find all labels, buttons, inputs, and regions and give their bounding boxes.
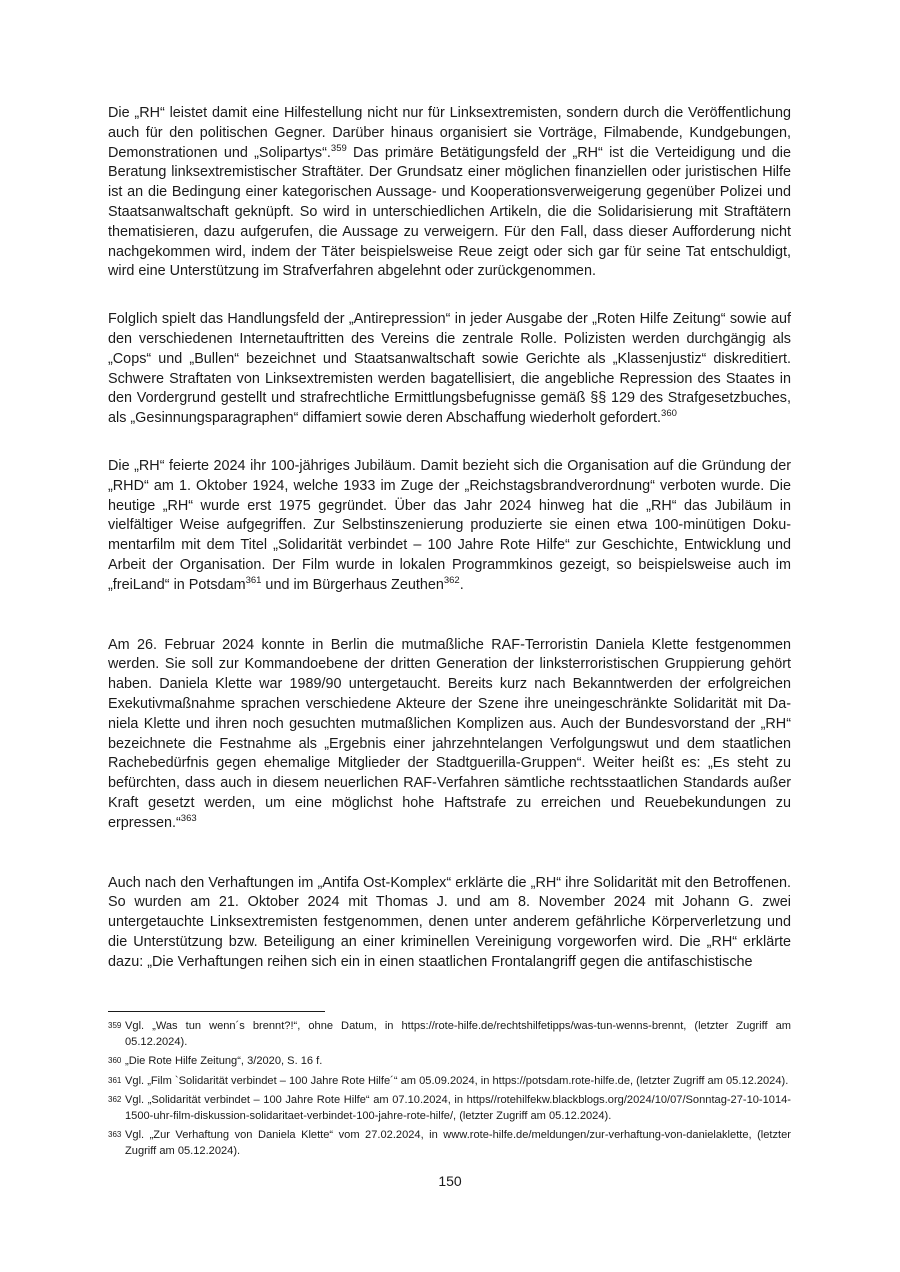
footnote-divider bbox=[108, 1011, 325, 1012]
paragraph-text: Die „RH“ feierte 2024 ihr 100-jähriges Jubiläum. Damit bezieht sich die Organisation auf die Gründung der „RHD“ am 1. Oktober 1924, welche 1933 im Zuge der „Reichstagsbrandverordnung“ verboten wurde. Die heutige „RH“ wurde erst 1975 gegründet. Über das Jahr 2024 hinweg hat die „RH“ das Jubiläum in vielfältiger Weise aufgegriffen. Zur Selbstinszenierung produzierte sie einen etwa 100-minütigen Dokumentarfilm mit dem Titel „Solidarität verbindet – 100 Jahre Rote Hilfe“ zur Geschichte, Entwicklung und Arbeit der Organisation. Der Film wurde in lokalen Programmkinos gezeigt, so beispielsweise auch im „freiLand“ in Potsdam bbox=[108, 457, 791, 593]
paragraph-text: und im Bürgerhaus Zeuthen bbox=[261, 576, 444, 593]
footnote-361 bbox=[108, 1074, 791, 1090]
paragraph-2 bbox=[108, 310, 791, 429]
page-number: 150 bbox=[438, 1173, 462, 1189]
footnote-360 bbox=[108, 1054, 791, 1070]
footnote-number: 362 bbox=[108, 1095, 122, 1104]
footnote-number: 361 bbox=[108, 1075, 122, 1085]
footnote-363 bbox=[108, 1128, 791, 1159]
paragraph-text: Die „RH“ leistet damit eine Hilfestellung nicht nur für Linksextremisten, sondern durch die Veröffentlichung auch für den politischen Gegner. Darüber hinaus organisiert sie Vorträge, Filmabende, Kundgebungen, Demonstrationen und „Solipartys“. bbox=[108, 105, 791, 161]
paragraph-text: Folglich spielt das Handlungsfeld der „Antirepression“ in jeder Ausgabe der „Roten Hilfe Zeitung“ sowie auf den verschiedenen Internetauftritten des Vereins die zentrale Rolle. Polizisten werden durchgängig als „Cops“ und „Bullen“ bezeichnet und Staatsanwaltschaft sowie Gerichte als „Klassenjustiz“ diskreditiert. Schwere Straftaten von Linksextremisten werden bagatellisiert, die angebliche Repression des Staates in den Vordergrund gestellt und strafrechtliche Ermittlungsbefugnisse gemäß §§ 129 des Strafgesetzbuches, als „Gesinnungsparagraphen“ diffamiert sowie deren Abschaffung wiederholt gefordert. bbox=[108, 311, 791, 427]
footnote-359 bbox=[108, 1019, 791, 1050]
footnote-362 bbox=[108, 1093, 791, 1124]
footnote-number: 363 bbox=[108, 1130, 122, 1139]
paragraph-4 bbox=[108, 636, 791, 834]
footnote-text: Vgl. „Zur Verhaftung von Daniela Klette“ vom 27.02.2024, in www.rote-hilfe.de/meldungen/zur-verhaftung-von-danielaklette, (letzter Zugriff am 05.12.2024). bbox=[125, 1129, 791, 1157]
footnote-number: 360 bbox=[108, 1056, 122, 1065]
page-body bbox=[108, 104, 791, 1000]
footnotes bbox=[108, 1019, 791, 1163]
footnote-text: „Die Rote Hilfe Zeitung“, 3/2020, S. 16 f. bbox=[125, 1055, 323, 1067]
footnote-reference[interactable]: 363 bbox=[180, 812, 197, 824]
paragraph-text: . bbox=[459, 576, 464, 593]
paragraph-5 bbox=[108, 874, 791, 973]
footnote-reference[interactable]: 359 bbox=[330, 142, 347, 154]
paragraph-text: Das primäre Betätigungsfeld der „RH“ ist die Verteidigung und die Beratung linksextremistischer Straftäter. Der Grundsatz einer möglichen finanziellen oder juristischen Hilfe ist an die Bedingung einer kategorischen Aussage- und Kooperationsverweigerung gegenüber Polizei und Staatsanwaltschaft geknüpft. So wird in unterschiedlichen Artikeln, die die Solidarisierung mit Straftätern thematisieren, dazu aufgerufen, die Aussage zu verweigern. Für den Fall, dass dieser Aufforderung nicht nachgekommen wird, indem der Täter beispielsweise Reue zeigt oder sich gar für seine Tat entschuldigt, wird eine Unterstützung im Strafverfahren abgelehnt oder zurückgenommen. bbox=[108, 144, 791, 280]
paragraph-text: Auch nach den Verhaftungen im „Antifa Ost-Komplex“ erklärte die „RH“ ihre Solidarität mit den Betroffenen. So wurden am 21. Oktober 2024 mit Thomas J. und am 8. November 2024 mit Johann G. zwei untergetauchte Linksextremisten festgenommen, denen unter anderem gefährliche Körperverletzung und die Unterstützung bzw. Beteiligung an einer kriminellen Vereinigung vorgeworfen wird. Die „RH“ erklärte dazu: „Die Verhaftungen reihen sich ein in einen staatlichen Frontalangriff gegen die antifaschistische bbox=[108, 874, 791, 970]
paragraph-3 bbox=[108, 457, 791, 596]
footnote-reference[interactable]: 361 bbox=[245, 574, 262, 586]
footnote-reference[interactable]: 362 bbox=[443, 574, 460, 586]
footnote-number: 359 bbox=[108, 1021, 122, 1030]
paragraph-text: Am 26. Februar 2024 konnte in Berlin die mutmaßliche RAF-Terroristin Daniela Klette festgenommen werden. Sie soll zur Kommandoebene der dritten Generation der linksterroristischen Gruppierung gehört haben. Daniela Klette war 1989/90 untergetaucht. Bereits kurz nach Bekanntwerden der erfolgreichen Exekutivmaßnahme sprachen verschiedene Akteure der Szene ihre uneingeschränkte Solidarität mit Daniela Klette und ihren noch gesuchten mutmaßlichen Komplizen aus. Auch der Bundesvorstand der „RH“ bezeichnete die Festnahme als „Ergebnis einer jahrzehntelangen Verfolgungswut und dem staatlichen Rachebedürfnis gegen ehemalige Mitglieder der Stadtguerilla-Gruppen“. Weiter heißt es: „Es steht zu befürchten, dass auch in diesem neuerlichen RAF-Verfahren sämtliche rechtsstaatlichen Standards außer Kraft gesetzt werden, um eine möglichst hohe Haftstrafe zu erreichen und Reuebekundungen zu erpressen.“ bbox=[108, 636, 791, 831]
footnote-text: Vgl. „Was tun wenn´s brennt?!“, ohne Datum, in https://rote-hilfe.de/rechtshilfetipps/was-tun-wenns-brennt, (letzter Zugriff am 05.12.2024). bbox=[125, 1020, 791, 1048]
footnote-text: Vgl. „Solidarität verbindet – 100 Jahre Rote Hilfe“ am 07.10.2024, in https//rotehilfekw.blackblogs.org/2024/10/07/Sonntag-27-10-1014-1500-uhr-film-diskussion-solidaritaet-verbindet-100-jahre-rote-hilfe/, (letzter Zugriff am 05.12.2024). bbox=[125, 1094, 791, 1122]
footnote-text: Vgl. „Film `Solidarität verbindet – 100 Jahre Rote Hilfe´“ am 05.09.2024, in https://potsdam.rote-hilfe.de, (letzter Zugriff am 05.12.2024). bbox=[125, 1074, 789, 1087]
footnote-reference[interactable]: 360 bbox=[661, 408, 677, 420]
paragraph-1 bbox=[108, 104, 791, 282]
